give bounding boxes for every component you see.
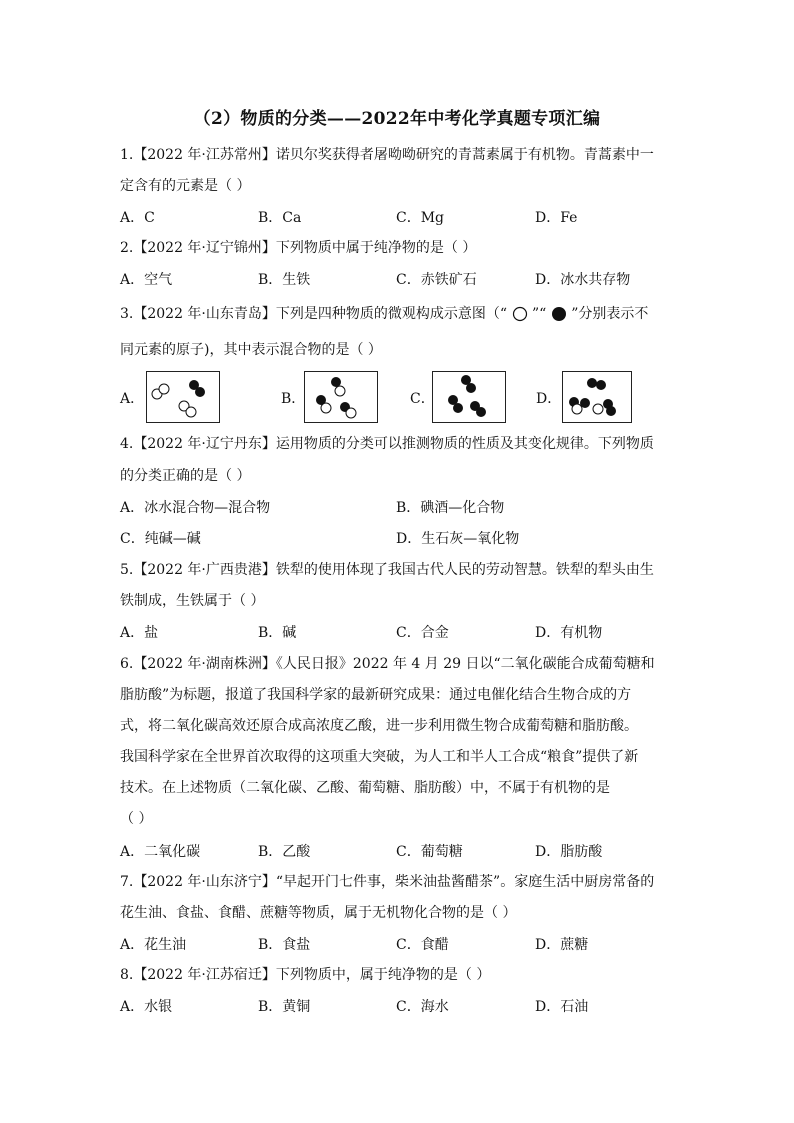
option-a[interactable]: A．水银: [120, 999, 173, 1015]
question-3-stem-pre: 3.【2022 年·山东青岛】下列是四种物质的微观构成示意图（“: [120, 306, 508, 322]
option-c[interactable]: C．合金: [396, 625, 449, 641]
question-2-options: [120, 269, 680, 289]
question-1-stem-line-2: 定含有的元素是（ ）: [120, 178, 251, 194]
question-7-stem-line-1: 7.【2022 年·山东济宁】“早起开门七件事，柴米油盐酱醋茶”。家庭生活中厨房常备的: [120, 874, 655, 890]
question-3-stem-line-2: 同元素的原子)，其中表示混合物的是（ ）: [120, 342, 382, 358]
option-d[interactable]: D．蔗糖: [535, 937, 589, 953]
question-3-stem-mid: ”“: [531, 306, 547, 322]
option-b[interactable]: B．碱: [258, 625, 297, 641]
question-1-stem-line-1: 1.【2022 年·江苏常州】诺贝尔奖获得者屠呦呦研究的青蒿素属于有机物。青蒿素中一: [120, 147, 654, 163]
question-2-stem: 2.【2022 年·辽宁锦州】下列物质中属于纯净物的是（ ）: [120, 240, 477, 256]
question-4-stem-line-1: 4.【2022 年·辽宁丹东】运用物质的分类可以推测物质的性质及其变化规律。下列物质: [120, 436, 654, 452]
question-4-options-row-1: [120, 497, 680, 517]
option-b[interactable]: B．乙酸: [258, 844, 311, 860]
question-6-stem-line-6: （ ）: [120, 811, 153, 827]
option-c[interactable]: C．Mg: [396, 210, 445, 226]
question-6-stem-line-5: 技术。在上述物质（二氧化碳、乙酸、葡萄糖、脂肪酸）中，不属于有机物的是: [120, 780, 610, 796]
option-d[interactable]: D．石油: [535, 999, 589, 1015]
option-a[interactable]: A．冰水混合物—混合物: [120, 500, 271, 516]
black-atom-icon: [551, 306, 567, 322]
question-7-stem-line-2: 花生油、食盐、食醋、蔗糖等物质，属于无机物化合物的是（ ）: [120, 905, 517, 921]
page-title: （2）物质的分类——2022年中考化学真题专项汇编: [193, 109, 601, 129]
option-d[interactable]: D．脂肪酸: [535, 844, 603, 860]
question-5-stem-line-1: 5.【2022 年·广西贵港】铁犁的使用体现了我国古代人民的劳动智慧。铁犁的犁头由生: [120, 562, 654, 578]
option-b[interactable]: B．黄铜: [258, 999, 311, 1015]
option-a[interactable]: A．二氧化碳: [120, 844, 201, 860]
question-5-stem-line-2: 铁制成，生铁属于（ ）: [120, 593, 265, 609]
option-c-label: C．: [410, 391, 435, 407]
white-atom-icon: [512, 306, 528, 322]
option-c[interactable]: C．纯碱—碱: [120, 531, 201, 547]
question-1-options: [120, 207, 680, 227]
question-4-stem-line-2: 的分类正确的是（ ）: [120, 468, 251, 484]
question-6-stem-line-3: 式，将二氧化碳高效还原合成高浓度乙酸，进一步利用微生物合成葡萄糖和脂肪酸。: [120, 718, 638, 734]
question-7-options: [120, 934, 680, 954]
question-6-options: [120, 841, 680, 861]
option-b[interactable]: B．生铁: [258, 272, 311, 288]
option-d[interactable]: D．生石灰—氧化物: [396, 531, 520, 547]
molecule-diagram-c: [432, 371, 506, 423]
question-8-options: [120, 996, 680, 1016]
molecule-diagram-a: [146, 371, 220, 423]
option-b-label: B．: [281, 391, 306, 407]
question-4-options-row-2: [120, 528, 680, 548]
option-d[interactable]: D．冰水共存物: [535, 272, 631, 288]
option-a[interactable]: A．空气: [120, 272, 173, 288]
molecule-diagram-b: [304, 371, 378, 423]
question-8-stem: 8.【2022 年·江苏宿迁】下列物质中，属于纯净物的是（ ）: [120, 967, 491, 983]
option-d[interactable]: D．Fe: [535, 210, 578, 226]
option-c[interactable]: C．海水: [396, 999, 449, 1015]
option-a-label: A．: [120, 391, 145, 407]
option-b[interactable]: B．Ca: [258, 210, 302, 226]
option-c[interactable]: C．葡萄糖: [396, 844, 463, 860]
option-d[interactable]: D．有机物: [535, 625, 603, 641]
question-3-stem-line-1: [120, 304, 680, 324]
question-6-stem-line-4: 我国科学家在全世界首次取得的这项重大突破，为人工和半人工合成“粮食”提供了新: [120, 749, 639, 765]
option-a[interactable]: A．C: [120, 210, 155, 226]
molecule-diagram-d: [562, 371, 632, 423]
question-6-stem-line-1: 6.【2022 年·湖南株洲】《人民日报》2022 年 4 月 29 日以“二氧化碳能合成葡萄糖和: [120, 656, 655, 672]
question-3-stem-post: ”分别表示不: [571, 306, 649, 322]
option-d-label: D．: [536, 391, 562, 407]
question-5-options: [120, 622, 680, 642]
option-c[interactable]: C．食醋: [396, 937, 449, 953]
option-a[interactable]: A．盐: [120, 625, 159, 641]
option-c[interactable]: C．赤铁矿石: [396, 272, 477, 288]
option-b[interactable]: B．碘酒—化合物: [396, 500, 505, 516]
option-b[interactable]: B．食盐: [258, 937, 311, 953]
option-a[interactable]: A．花生油: [120, 937, 187, 953]
question-6-stem-line-2: 脂肪酸”为标题，报道了我国科学家的最新研究成果：通过电催化结合生物合成的方: [120, 687, 632, 703]
